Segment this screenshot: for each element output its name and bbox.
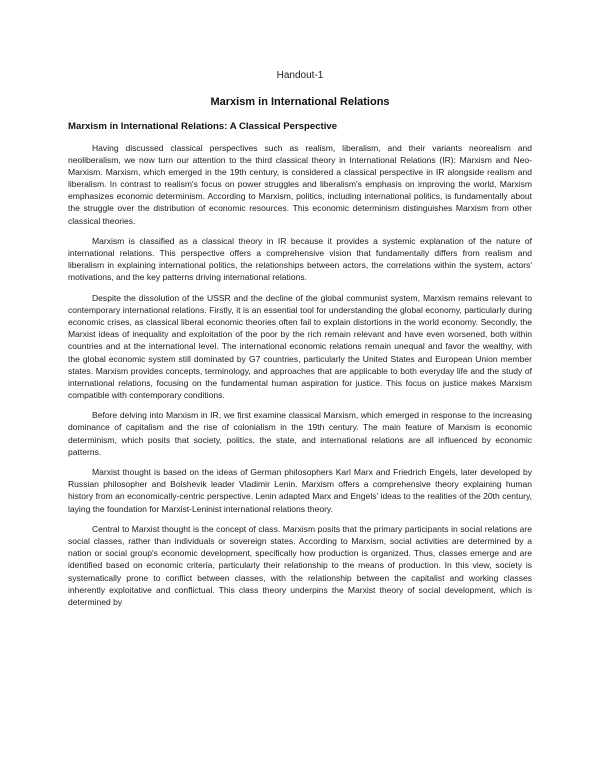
document-body [68, 142, 532, 616]
handout-label: Handout-1 [276, 70, 324, 81]
paragraph: Central to Marxist thought is the concept of class. Marxism posits that the primary participants in social relations are social classes, rather than individuals or sovereign states. According to Marxism, social activities are determined by a nation or social group's economic development, specifically how production is organized. Thus, classes emerge and are identified based on economic criteria, particularly their relationship to the means of production. In this view, society is systematically prone to conflict between classes, with the relationship between the capitalist and working classes inherently exploitative and conflictual. This class theory underpins the Marxist theory of social development, which is determined by [68, 524, 532, 607]
paragraph: Despite the dissolution of the USSR and the decline of the global communist system, Marxism remains relevant to contemporary international relations. Firstly, it is an essential tool for understanding the global economy, particularly during economic crises, as classical liberal economic theories often fail to explain distortions in the world economy. Secondly, the Marxist ideas of inequality and exploitation of the poor by the rich remain relevant and have even worsened, both within countries and at the international level. The international economic relations remain unequal and favor the wealthy, with the global economic system still dominated by G7 countries, particularly the United States and European Union member states. Marxism provides concepts, terminology, and approaches that are applicable to both everyday life and the study of international relations, focusing on the fundamental human aspiration for justice. This focus on justice makes Marxism compatible with contemporary conditions. [68, 293, 532, 400]
paragraph: Marxism is classified as a classical theory in IR because it provides a systemic explanation of the nature of international relations. This perspective offers a comprehensive vision that fundamentally differs from realism and liberalism in explaining international politics, the relationships between actors, the correlations within the system, actors' motivations, and the key patterns driving international relations. [68, 236, 532, 283]
section-heading: Marxism in International Relations: A Classical Perspective [68, 121, 338, 132]
paragraph: Having discussed classical perspectives such as realism, liberalism, and their variants neorealism and neoliberalism, we now turn our attention to the third classical theory in International Relations (IR): Marxism and Neo-Marxism. Marxism, which emerged in the 19th century, is considered a classical perspective in IR alongside realism and liberalism. In contrast to realism's focus on power struggles and liberalism's emphasis on improving the world, Marxism emphasizes economic determinism. According to Marxism, politics, including international politics, is fundamentally about the struggle over the distribution of economic resources. This economic determinism distinguishes Marxism from other classical theories. [68, 143, 532, 226]
paragraph: Before delving into Marxism in IR, we first examine classical Marxism, which emerged in response to the increasing dominance of capitalism and the rise of colonialism in the 19th century. The main feature of Marxism is economic determinism, which posits that society, politics, the state, and international relations are all influenced by economic patterns. [68, 410, 532, 457]
paragraph: Marxist thought is based on the ideas of German philosophers Karl Marx and Friedrich Engels, later developed by Russian philosopher and Bolshevik leader Vladimir Lenin. Marxism offers a comprehensive theory explaining human history from an economically-centric perspective. Lenin adapted Marx and Engels' ideas to the realities of the 20th century, laying the foundation for Marxist-Leninist international relations theory. [68, 467, 532, 514]
document-title: Marxism in International Relations [210, 96, 390, 108]
